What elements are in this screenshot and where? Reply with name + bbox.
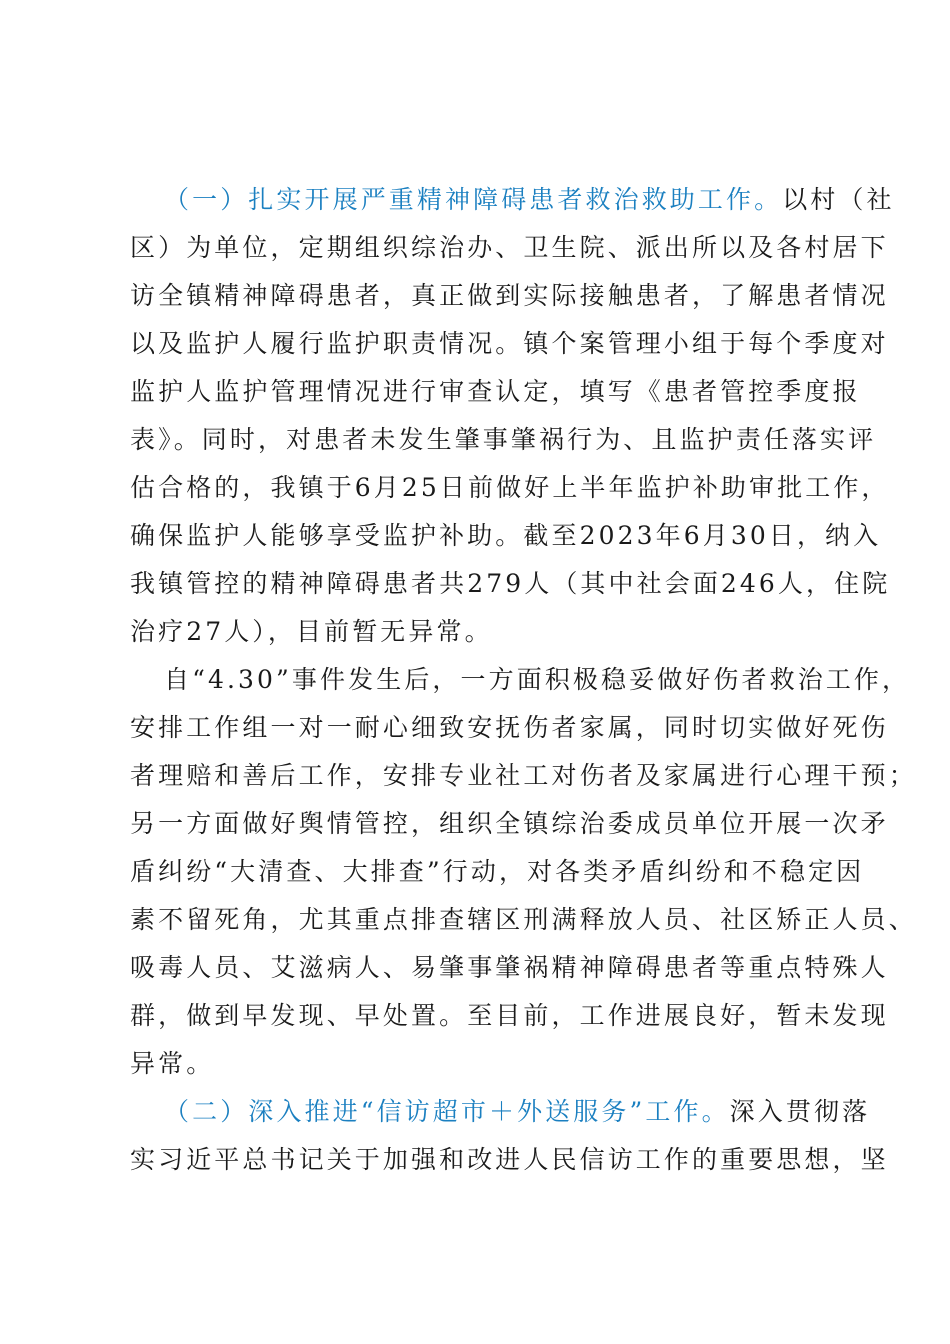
body-text-line: 另一方面做好舆情管控，组织全镇综治委成员单位开展一次矛 bbox=[130, 809, 889, 838]
body-text-line: 吸毒人员、艾滋病人、易肇事肇祸精神障碍患者等重点特殊人 bbox=[130, 953, 889, 982]
body-text-line: 访全镇精神障碍患者，真正做到实际接触患者，了解患者情况 bbox=[130, 281, 889, 310]
body-text-line: 估合格的，我镇于6月25日前做好上半年监护补助审批工作， bbox=[130, 473, 890, 502]
body-text-line: 区）为单位，定期组织综治办、卫生院、派出所以及各村居下 bbox=[130, 233, 889, 262]
body-text-line: 实习近平总书记关于加强和改进人民信访工作的重要思想，坚 bbox=[130, 1145, 889, 1174]
body-text-line: 素不留死角，尤其重点排查辖区刑满释放人员、社区矫正人员、 bbox=[130, 905, 917, 934]
body-text-line: 我镇管控的精神障碍患者共279人（其中社会面246人，住院 bbox=[130, 569, 891, 598]
body-text-line: 群，做到早发现、早处置。至目前，工作进展良好，暂未发现 bbox=[130, 1001, 889, 1030]
body-text-line: 安排工作组一对一耐心细致安抚伤者家属，同时切实做好死伤 bbox=[130, 713, 889, 742]
body-text-line: 深入贯彻落 bbox=[729, 1097, 871, 1126]
section-1-heading: （一）扎实开展严重精神障碍患者救治救助工作。 bbox=[164, 185, 783, 214]
body-text-line: 自“4.30”事件发生后，一方面积极稳妥做好伤者救治工作， bbox=[164, 665, 911, 694]
body-text-line: 表》。同时，对患者未发生肇事肇祸行为、且监护责任落实评 bbox=[130, 425, 877, 454]
body-text-line: 以村（社 bbox=[782, 185, 895, 214]
body-text-line: 盾纠纷“大清查、大排查”行动，对各类矛盾纠纷和不稳定因 bbox=[130, 857, 865, 886]
body-text-line: 确保监护人能够享受监护补助。截至2023年6月30日，纳入 bbox=[130, 521, 882, 550]
section-2-heading: （二）深入推进“信访超市＋外送服务”工作。 bbox=[164, 1097, 730, 1126]
section-1-first-line bbox=[130, 176, 895, 224]
body-text-line: 监护人监护管理情况进行审查认定，填写《患者管控季度报 bbox=[130, 377, 861, 406]
section-2-first-line bbox=[130, 1088, 871, 1136]
document-body bbox=[130, 176, 917, 1184]
body-text-line: 异常。 bbox=[130, 1049, 215, 1078]
body-text-line: 以及监护人履行监护职责情况。镇个案管理小组于每个季度对 bbox=[130, 329, 889, 358]
body-text-line: 治疗27人），目前暂无异常。 bbox=[130, 617, 493, 646]
body-text-line: 者理赔和善后工作，安排专业社工对伤者及家属进行心理干预； bbox=[130, 761, 917, 790]
